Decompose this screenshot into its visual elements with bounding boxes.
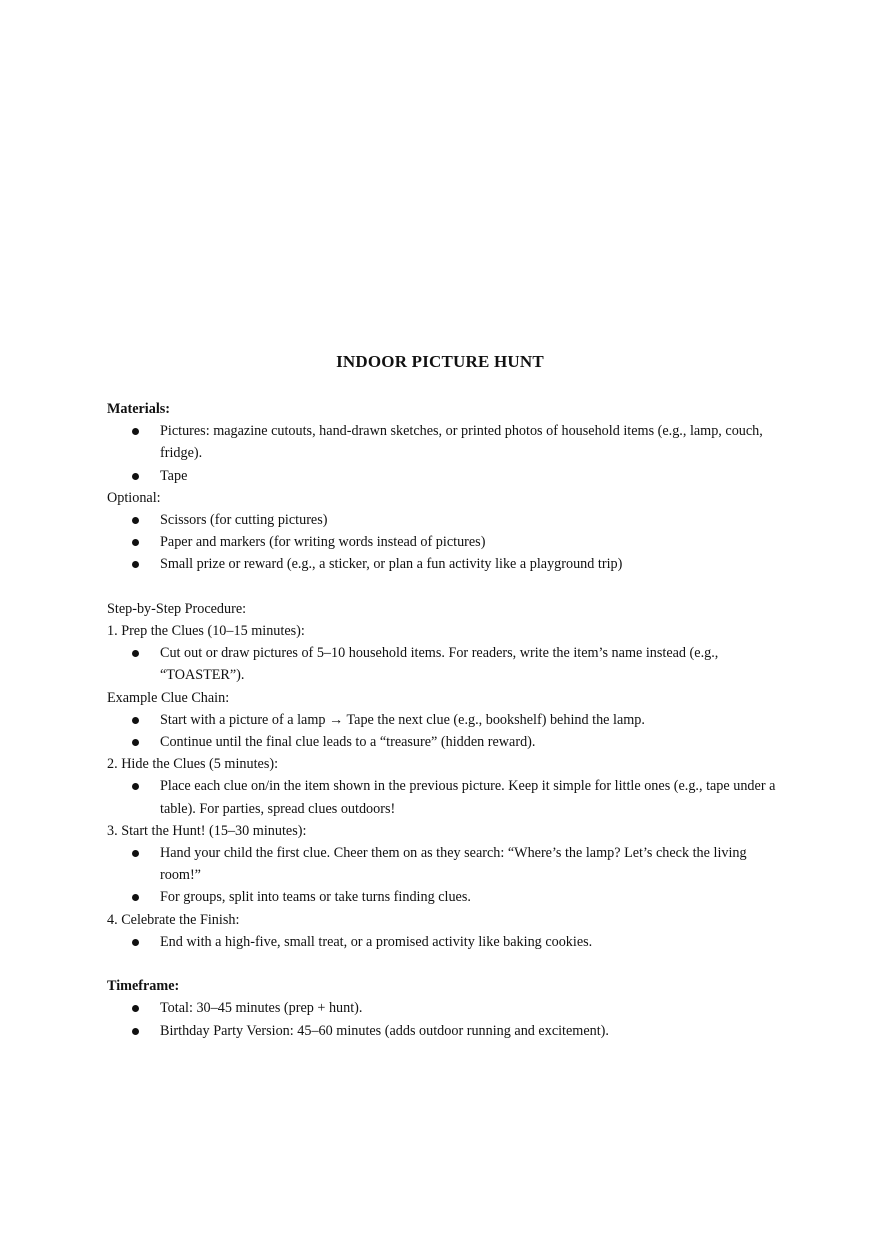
spacer <box>107 953 777 975</box>
list-item <box>107 842 777 886</box>
step4-list <box>107 931 777 953</box>
bullet-icon <box>132 850 139 857</box>
list-item <box>107 420 777 464</box>
bullet-icon <box>132 650 139 657</box>
bullet-icon <box>132 783 139 790</box>
list-item <box>107 997 777 1019</box>
step1-list <box>107 642 777 686</box>
list-item <box>107 731 777 753</box>
step3-list <box>107 842 777 909</box>
bullet-icon <box>132 428 139 435</box>
materials-heading: Materials: <box>107 401 171 417</box>
bullet-icon <box>132 717 139 724</box>
step3-item-text: Hand your child the first clue. Cheer them on as they search: “Where’s the lamp? Let’s check the living room!” <box>160 845 747 884</box>
list-item <box>107 553 777 575</box>
step4-label: 4. Celebrate the Finish: <box>107 911 240 928</box>
step3-item-text: For groups, split into teams or take turns finding clues. <box>160 889 471 906</box>
procedure-heading: Step-by-Step Procedure: <box>107 600 247 617</box>
list-item <box>107 642 777 686</box>
example-list <box>107 709 777 753</box>
document-body <box>107 398 777 1042</box>
timeframe-item-text: Birthday Party Version: 45–60 minutes (adds outdoor running and excitement). <box>160 1022 609 1039</box>
step2-item-text: Place each clue on/in the item shown in the previous picture. Keep it simple for little ones (e.g., tape under a table). For parties, spread clues outdoors! <box>160 778 776 817</box>
optional-item-text: Small prize or reward (e.g., a sticker, or plan a fun activity like a playground trip) <box>160 556 623 573</box>
step2-label: 2. Hide the Clues (5 minutes): <box>107 756 279 773</box>
bullet-icon <box>132 894 139 901</box>
timeframe-item-text: Total: 30–45 minutes (prep + hunt). <box>160 1000 363 1017</box>
bullet-icon <box>132 517 139 524</box>
optional-heading: Optional: <box>107 489 161 506</box>
optional-item-text: Scissors (for cutting pictures) <box>160 512 328 529</box>
list-item <box>107 931 777 953</box>
list-item <box>107 886 777 908</box>
page-title: INDOOR PICTURE HUNT <box>336 352 544 371</box>
list-item <box>107 1020 777 1042</box>
bullet-icon <box>132 539 139 546</box>
materials-list <box>107 420 777 487</box>
step1-label: 1. Prep the Clues (10–15 minutes): <box>107 623 305 640</box>
step1-item-text: Cut out or draw pictures of 5–10 household items. For readers, write the item’s name instead (e.g., “TOASTER”). <box>160 645 719 684</box>
materials-item-text: Pictures: magazine cutouts, hand-drawn sketches, or printed photos of household items (e.g., lamp, couch, fridge). <box>160 423 763 462</box>
bullet-icon <box>132 939 139 946</box>
timeframe-list <box>107 997 777 1041</box>
example-item-text: Continue until the final clue leads to a “treasure” (hidden reward). <box>160 734 536 751</box>
list-item <box>107 465 777 487</box>
bullet-icon <box>132 473 139 480</box>
spacer <box>107 576 777 598</box>
example-item-text: Start with a picture of a lamp → Tape the next clue (e.g., bookshelf) behind the lamp. <box>160 711 645 728</box>
example-label: Example Clue Chain: <box>107 689 230 706</box>
bullet-icon <box>132 1005 139 1012</box>
list-item <box>107 509 777 531</box>
bullet-icon <box>132 739 139 746</box>
list-item <box>107 531 777 553</box>
timeframe-heading: Timeframe: <box>107 978 180 995</box>
list-item <box>107 709 777 731</box>
materials-item-text: Tape <box>160 467 188 484</box>
list-item <box>107 775 777 819</box>
step3-label: 3. Start the Hunt! (15–30 minutes): <box>107 822 307 839</box>
step4-item-text: End with a high-five, small treat, or a promised activity like baking cookies. <box>160 933 593 950</box>
step2-list <box>107 775 777 819</box>
bullet-icon <box>132 1028 139 1035</box>
optional-list <box>107 509 777 576</box>
bullet-icon <box>132 561 139 568</box>
optional-item-text: Paper and markers (for writing words instead of pictures) <box>160 534 486 551</box>
